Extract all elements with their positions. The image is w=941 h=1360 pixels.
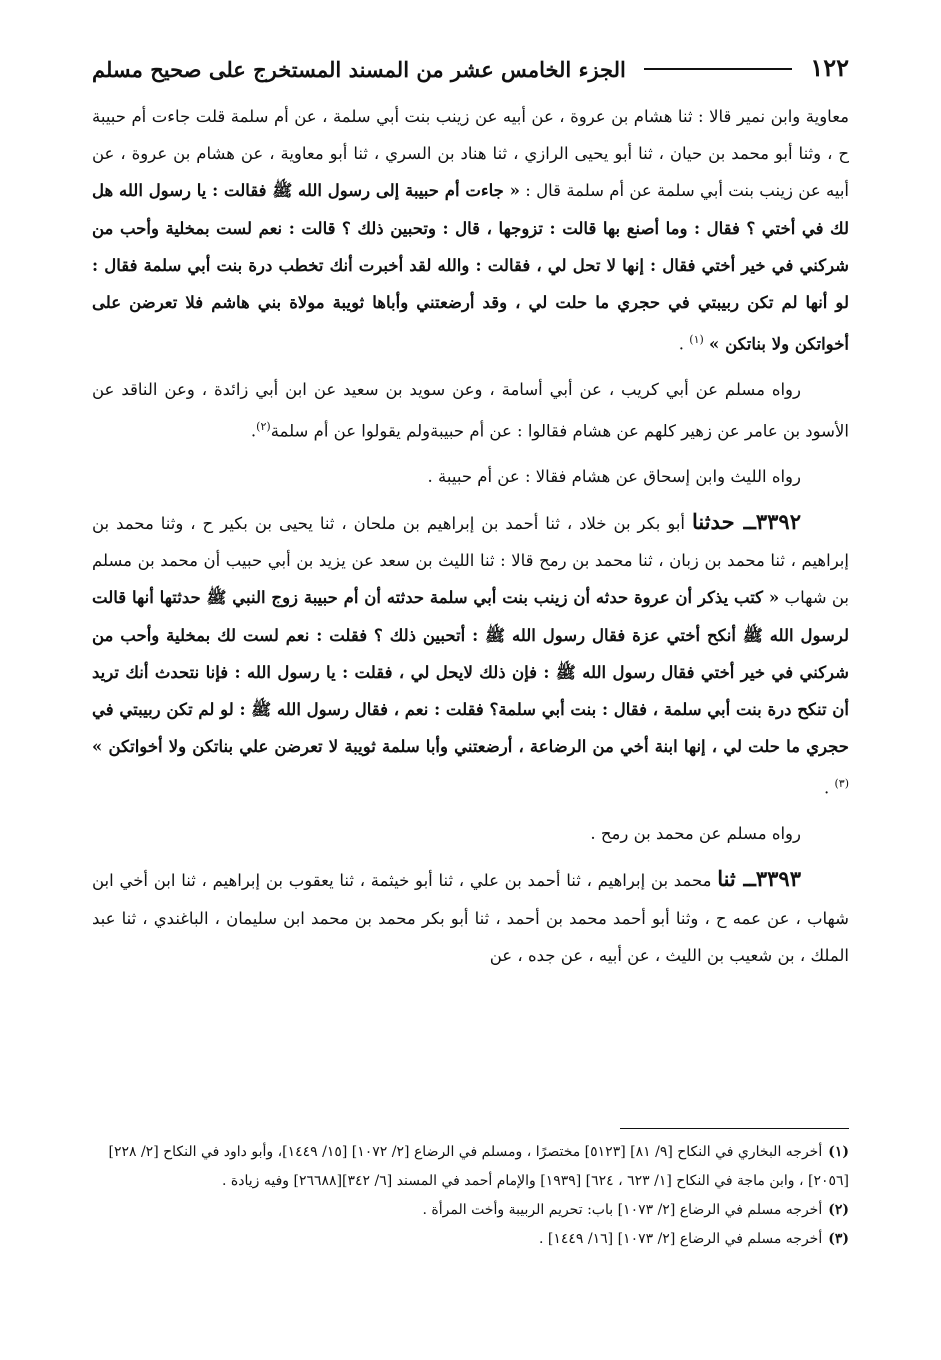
footnote-1 [92, 1138, 849, 1196]
footnote-3 [92, 1225, 849, 1254]
riwayah-text: رواه الليث وابن إسحاق عن هشام فقالا : عن أم حبيبة . [427, 466, 801, 486]
footnotes [92, 1138, 849, 1254]
main-text [92, 98, 849, 974]
page-number: ١٢٢ [810, 53, 849, 82]
hadith-number: ٣٣٩٣ــ ثنا [717, 866, 801, 892]
footnote-ref: (١) [689, 333, 704, 347]
riwayah-text: رواه مسلم عن أبي كريب ، عن أبي أسامة ، وعن سويد بن سعيد عن ابن أبي زائدة ، وعن الناقد عن الأسود بن عامر عن زهير كلهم عن هشام فقالوا : عن أم حبيبةولم يقولوا عن أم سلمة [92, 379, 849, 441]
footnote-ref: (٢) [256, 420, 271, 434]
paragraph-riwayah [92, 371, 849, 450]
footnote-divider [620, 1128, 849, 1129]
header-rule [644, 68, 793, 70]
riwayah-text: رواه مسلم عن محمد بن رمح . [590, 824, 801, 844]
footnote-text: أخرجه مسلم في الرضاع [٢/ ١٠٧٣] [١٦/ ١٤٤٩] . [539, 1231, 823, 1247]
hadith-3392 [92, 503, 849, 807]
footnote-text: أخرجه مسلم في الرضاع [٢/ ١٠٧٣] باب: تحريم الربيبة وأخت المرأة . [422, 1202, 823, 1218]
hadith-number: ٣٣٩٢ــ حدثنا [691, 509, 801, 535]
footnote-2 [92, 1196, 849, 1225]
footnote-number: (٣) [828, 1231, 849, 1247]
hadith-3393 [92, 860, 849, 974]
sentence-end: . [250, 421, 257, 441]
matn-text: « جاءت أم حبيبة إلى رسول الله ﷺ فقالت : يا رسول الله هل لك في أختي ؟ فقال : وما أصنع بها قالت : تزوجها ، قال : وتحبين ذلك ؟ قالت : نعم لست بمخلية وأحب من شركني في خير أختي فقال : إنها لا تحل لي ، فقالت : والله لقد أخبرت أنك تخطب درة بنت أبي سلمة فقال : لو أنها لم تكن ربيبتي في حجري ما حلت لي ، وقد أرضعتني وأباها ثويبة مولاة بني هاشم فلا تعرضن على أخواتكن ولا بناتكن » [92, 181, 849, 354]
matn-text: « كتب يذكر أن عروة حدثه أن زينب بنت أبي سلمة حدثته أن أم حبيبة زوج النبي ﷺ حدثتها أنها قالت لرسول الله ﷺ أنكح أختي عزة فقال رسول الله ﷺ : أتحبين ذلك ؟ فقلت : نعم لست لك بمخلية وأحب من شركني في خير أختي فقال رسول الله ﷺ : فإن ذلك لايحل لي ، فقلت : يا رسول الله : فإنا نتحدث أنك تريد أن تنكح درة بنت أبي سلمة ، فقال : بنت أبي سلمة؟ فقلت : نعم ، فقال رسول الله ﷺ : لو لم تكن ربيبتي في حجري ما حلت لي ، إنها ابنة أخي من الرضاعة ، أرضعتني وأبا سلمة ثويبة لا تعرضن علي بناتكن ولا أخواتكن » [92, 588, 849, 757]
footnote-number: (١) [828, 1144, 849, 1160]
sentence-end: . [678, 334, 685, 354]
isnad-text: أبو بكر بن خلاد ، ثنا أحمد بن إبراهيم بن ملحان ، ثنا يحيى بن بكير ح ، وثنا محمد بن إبراهيم ، ثنا محمد بن زبان ، ثنا محمد بن رمح قالا : ثنا الليث بن سعد عن يزيد بن أبي حبيب أن محمد بن مسلم بن شهاب [92, 514, 850, 608]
footnote-text: أخرجه البخاري في النكاح [٩/ ٨١] [٥١٢٣] مختصرًا ، ومسلم في الرضاع [٢/ ١٠٧٢] [١٥/ ١٤٤٩]، وأبو داود في النكاح [٢/ ٢٢٨] [٢٠٥٦] ، وابن ماجة في النكاح [١/ ٦٢٣ ، ٦٢٤] [١٩٣٩] والإمام أحمد في المسند [٦/ ٣٤٢][٢٦٦٨٨] وفيه زيادة . [108, 1144, 849, 1189]
footnote-ref: (٣) [834, 777, 849, 791]
page-header [92, 26, 849, 82]
paragraph-riwayah-muslim [92, 815, 849, 852]
isnad-text: محمد بن إبراهيم ، ثنا أحمد بن علي ، ثنا أبو خيثمة ، ثنا يعقوب بن إبراهيم ، ثنا ابن أخي ابن شهاب ، عن عمه ح ، وثنا أبو أحمد محمد بن أحمد ، ثنا أبو بكر محمد بن محمد ابن سليمان ، الباغندي ، ثنا عبد الملك ، بن شعيب بن الليث ، عن أبيه ، عن جده ، عن [92, 871, 849, 965]
isnad-text: معاوية وابن نمير قالا : ثنا هشام بن عروة ، عن أبيه عن زينب بنت أبي سلمة ، عن أم سلمة قلت جاءت أم حبيبة ح ، وثنا أبو محمد بن حيان ، ثنا أبو يحيى الرازي ، ثنا هناد بن السري ، ثنا أبو معاوية ، عن هشام بن عروة ، عن أبيه عن زينب بنت أبي سلمة عن أم سلمة قال : [92, 107, 850, 201]
running-title: الجزء الخامس عشر من المسند المستخرج على صحيح مسلم [92, 57, 626, 82]
footnote-number: (٢) [828, 1202, 849, 1218]
paragraph-hadith-continuation [92, 98, 849, 363]
paragraph-riwayah-laith [92, 458, 849, 495]
sentence-end: . [823, 778, 830, 798]
